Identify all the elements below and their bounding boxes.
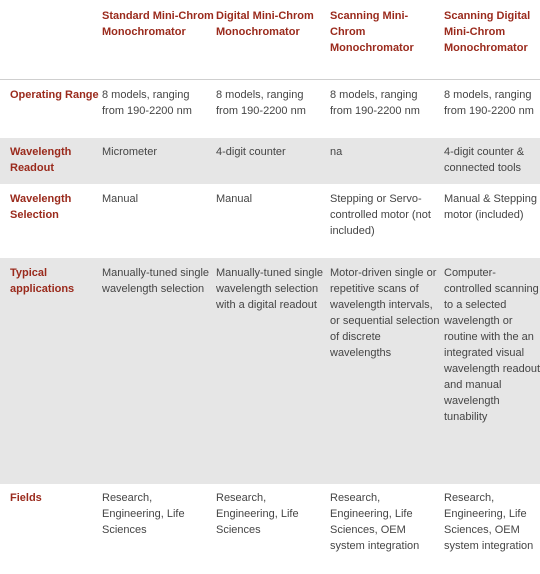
table-cell: Research, Engineering, Life Sciences, OEM system integration <box>444 492 534 552</box>
table-row-typical-applications <box>0 258 540 484</box>
table-cell: Stepping or Servo-controlled motor (not included) <box>330 193 431 237</box>
table-cell: Manual <box>102 193 139 205</box>
header-standard: Standard Mini-Chrom Monochromator <box>102 10 214 38</box>
table-cell: Micrometer <box>102 146 158 158</box>
row-label: Fields <box>10 492 42 504</box>
table-cell: 8 models, ranging from 190-2200 nm <box>216 89 306 117</box>
table-row-operating-range <box>0 80 540 139</box>
header-scanning-digital: Scanning Digital Mini-Chrom Monochromator <box>444 10 531 54</box>
table-cell: 8 models, ranging from 190-2200 nm <box>102 89 192 117</box>
table-row-wavelength-readout <box>0 138 540 184</box>
table-row-fields <box>0 484 540 574</box>
row-label: Wavelength Selection <box>10 193 72 221</box>
row-label: Wavelength Readout <box>10 146 72 174</box>
row-label: Typical applications <box>10 267 75 295</box>
table-cell: Motor-driven single or repetitive scans of wavelength intervals, or sequential selection of discrete wavelengths <box>330 267 440 359</box>
table-cell: Research, Engineering, Life Sciences <box>216 492 299 536</box>
table-cell: Manual & Stepping motor (included) <box>444 193 537 221</box>
header-scanning: Scanning Mini-Chrom Monochromator <box>330 10 414 54</box>
table-cell: 8 models, ranging from 190-2200 nm <box>330 89 420 117</box>
table-cell: 8 models, ranging from 190-2200 nm <box>444 89 534 117</box>
header-corner <box>0 0 100 80</box>
table-cell: Manually-tuned single wavelength selection <box>102 267 210 295</box>
table-cell: Research, Engineering, Life Sciences, OEM system integration <box>330 492 420 552</box>
row-label: Operating Range <box>10 89 99 101</box>
table-header <box>0 0 540 80</box>
table-cell: 4-digit counter & connected tools <box>444 146 525 174</box>
table-cell: na <box>330 146 343 158</box>
header-digital: Digital Mini-Chrom Monochromator <box>216 10 314 38</box>
table-cell: 4-digit counter <box>216 146 286 158</box>
table-body <box>0 80 540 574</box>
table-cell: Manual <box>216 193 253 205</box>
header-row <box>0 0 540 80</box>
table-cell: Manually-tuned single wavelength selection with a digital readout <box>216 267 324 311</box>
table-cell: Computer-controlled scanning to a selected wavelength or routine with the an integrated visual wavelength readout and manual wavelength tunability <box>444 267 540 423</box>
table-cell: Research, Engineering, Life Sciences <box>102 492 185 536</box>
table-row-wavelength-selection <box>0 184 540 258</box>
